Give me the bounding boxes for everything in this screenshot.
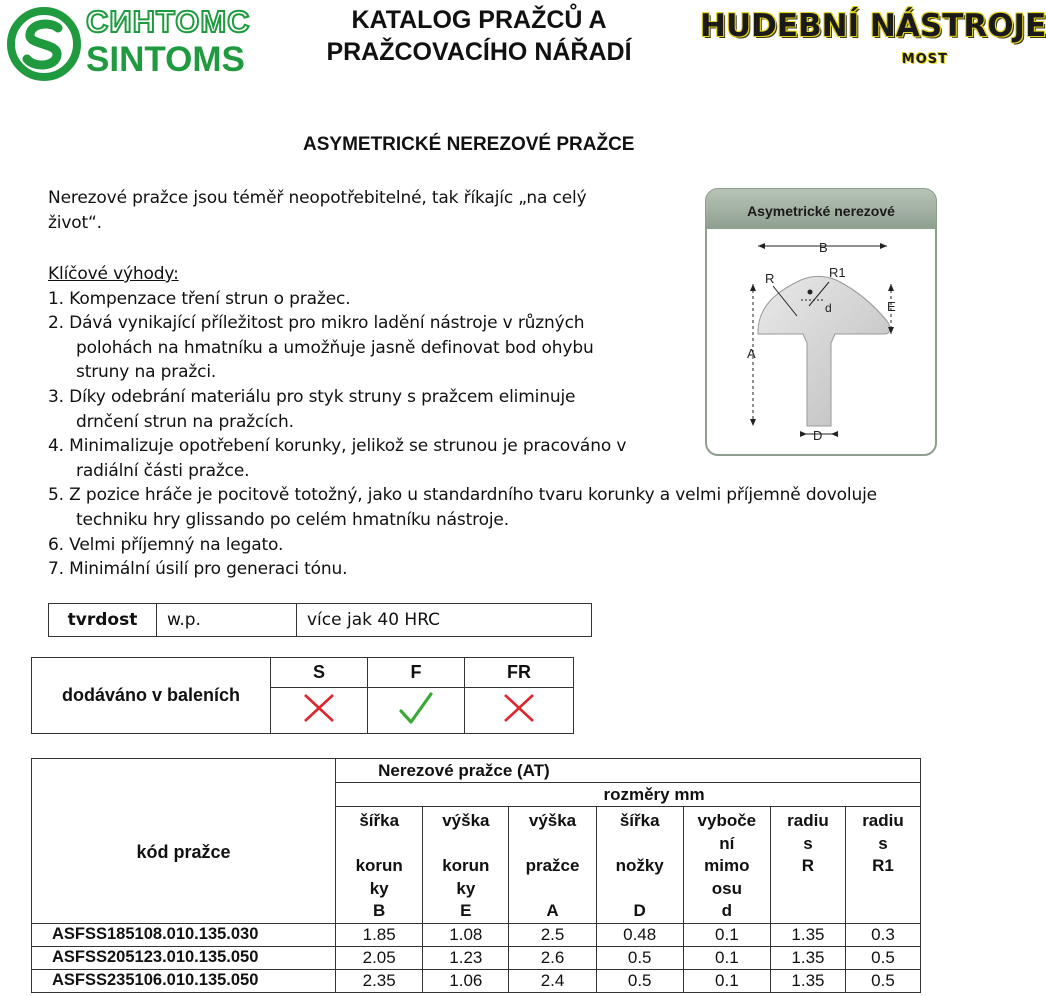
list-item-continuation: radiální části pražce. <box>76 460 250 481</box>
logo-latin-text: SINTOMS <box>86 40 245 79</box>
label-a: A <box>747 346 756 361</box>
list-item-continuation: techniku hry glissando po celém hmatníku nástroje. <box>76 509 509 530</box>
hardness-label: tvrdost <box>49 604 157 637</box>
list-item-continuation: struny na pražci. <box>76 362 217 383</box>
header-text: výška <box>528 811 577 830</box>
header-text: d <box>721 901 733 920</box>
header-text: ní <box>719 833 735 853</box>
table-row <box>32 969 921 992</box>
list-item-continuation: polohách na hmatníku a umožňuje jasně definovat bod ohybu <box>76 337 594 358</box>
cell-value: 0.3 <box>845 923 920 946</box>
header-text: ky <box>456 878 476 898</box>
cell-value: 1.06 <box>423 969 509 992</box>
table-row <box>32 923 921 946</box>
header-text <box>597 878 683 901</box>
intro-paragraph <box>48 186 658 235</box>
brand-city: MOST <box>901 52 948 67</box>
pack-option-s-status <box>271 688 368 734</box>
hardness-unit: w.p. <box>157 604 297 637</box>
cell-value: 2.5 <box>509 923 596 946</box>
col-header-radius-r <box>770 807 845 924</box>
header-text: osu <box>711 878 742 898</box>
header-text: E <box>460 901 472 920</box>
header-text <box>336 833 422 856</box>
pack-option-f-header: F <box>368 658 465 688</box>
packaging-label: dodáváno v baleních <box>32 658 271 734</box>
list-item-continuation: drnčení strun na pražcích. <box>76 411 294 432</box>
brand-name: HUDEBNÍ NÁSTROJE <box>700 8 1046 44</box>
fret-profile-diagram <box>705 188 937 456</box>
table-subtitle: rozměry mm <box>336 783 921 807</box>
header-text: mimo <box>704 856 750 875</box>
list-item: 3. Díky odebrání materiálu pro styk struny s pražcem eliminuje <box>48 386 576 407</box>
header-text: R1 <box>872 856 894 875</box>
header-text: radiu <box>787 811 829 830</box>
header-text: nožky <box>615 856 664 875</box>
label-r: R <box>765 271 775 286</box>
cell-value: 2.35 <box>336 969 423 992</box>
pack-option-fr-header: FR <box>465 658 574 688</box>
cell-value: 2.4 <box>509 969 596 992</box>
label-b: B <box>819 240 828 255</box>
cross-icon <box>502 692 536 724</box>
cell-value: 2.6 <box>509 946 596 969</box>
cell-value: 1.35 <box>770 946 845 969</box>
header-text <box>423 833 508 856</box>
col-header-height-crown <box>423 807 509 924</box>
intro-line: život“. <box>48 212 102 233</box>
col-header-radius-r1 <box>845 807 920 924</box>
label-d-small: d <box>825 301 832 315</box>
cell-value: 0.5 <box>845 946 920 969</box>
header-text: R <box>801 856 815 875</box>
header-text: s <box>878 833 888 853</box>
header-text <box>597 833 683 856</box>
cell-value: 1.08 <box>423 923 509 946</box>
cell-value: 2.05 <box>336 946 423 969</box>
hardness-table <box>48 603 592 637</box>
pack-option-s-header: S <box>271 658 368 688</box>
list-item: 7. Minimální úsilí pro generaci tónu. <box>48 559 348 580</box>
cell-value: 1.23 <box>423 946 509 969</box>
table-title: Nerezové pražce (AT) <box>336 759 921 783</box>
logo-cyrillic-text: СИНТОМС <box>86 4 251 39</box>
header-text: šířka <box>619 811 660 830</box>
cross-icon <box>302 692 336 724</box>
col-header-offset <box>683 807 770 924</box>
list-item: 5. Z pozice hráče je pocitově totožný, jako u standardního tvaru korunky a velmi příjemně dovoluje <box>48 485 877 506</box>
advantages-title: Klíčové výhody: <box>48 264 179 284</box>
catalog-title-line-1: KATALOG PRAŽCŮ A <box>351 6 607 34</box>
list-item: 1. Kompenzace tření strun o pražec. <box>48 288 351 309</box>
col-header-height-fret <box>509 807 596 924</box>
code-header: kód pražce <box>32 783 336 924</box>
fret-dimensions-table <box>31 758 921 993</box>
list-item: 2. Dává vynikající příležitost pro mikro ladění nástroje v různých <box>48 313 585 334</box>
fret-code: ASFSS205123.010.135.050 <box>32 946 336 969</box>
header-text: korun <box>442 856 490 875</box>
header-text <box>509 878 595 901</box>
cell-value: 0.1 <box>683 923 770 946</box>
diagram-title: Asymetrické nerezové <box>747 203 895 219</box>
center-point-icon <box>808 290 813 295</box>
intro-line: Nerezové pražce jsou téměř neopotřebitelné, tak říkajíc „na celý <box>48 188 587 208</box>
header-text: B <box>373 901 386 920</box>
fret-diagram-svg <box>705 188 937 456</box>
header-text: ky <box>369 878 389 898</box>
cell-value: 0.5 <box>596 969 683 992</box>
packaging-table <box>31 657 574 734</box>
header-text <box>846 900 920 923</box>
header-text <box>771 878 845 901</box>
fret-code: ASFSS235106.010.135.050 <box>32 969 336 992</box>
hardness-value: více jak 40 HRC <box>297 604 592 637</box>
header-text: vyboče <box>697 811 757 830</box>
col-header-width-tang <box>596 807 683 924</box>
catalog-title <box>312 4 646 68</box>
cell-value: 0.5 <box>845 969 920 992</box>
header-text: A <box>546 901 559 920</box>
cell-value: 1.35 <box>770 969 845 992</box>
col-header-width-crown <box>336 807 423 924</box>
table-corner-cell <box>32 759 336 783</box>
cell-value: 0.48 <box>596 923 683 946</box>
list-item: 6. Velmi příjemný na legato. <box>48 534 284 555</box>
label-e: E <box>887 299 896 314</box>
pack-option-fr-status <box>465 688 574 734</box>
header-text <box>846 878 920 901</box>
header-text: výška <box>442 811 490 830</box>
label-d: D <box>813 428 823 443</box>
header-text: radiu <box>862 811 904 830</box>
cell-value: 1.85 <box>336 923 423 946</box>
header-text: korun <box>355 856 403 875</box>
brand-logo <box>700 6 1046 76</box>
fret-code: ASFSS185108.010.135.030 <box>32 923 336 946</box>
sintoms-logo-mark <box>6 6 82 82</box>
check-icon <box>398 691 434 725</box>
table-row <box>32 759 921 783</box>
label-r1: R1 <box>829 265 846 280</box>
table-row <box>32 783 921 807</box>
header-text: šířka <box>359 811 400 830</box>
header-text: s <box>803 833 813 853</box>
header-text <box>509 833 595 856</box>
cell-value: 1.35 <box>770 923 845 946</box>
header-text: pražce <box>525 856 580 875</box>
pack-option-f-status <box>368 688 465 734</box>
table-row <box>32 946 921 969</box>
list-item: 4. Minimalizuje opotřebení korunky, jelikož se strunou je pracováno v <box>48 436 627 457</box>
catalog-title-line-2: PRAŽCOVACÍHO NÁŘADÍ <box>326 38 632 66</box>
section-title: ASYMETRICKÉ NEREZOVÉ PRAŽCE <box>303 134 635 155</box>
cell-value: 0.1 <box>683 946 770 969</box>
cell-value: 0.5 <box>596 946 683 969</box>
table-row <box>49 604 592 637</box>
table-row <box>32 658 574 688</box>
header-text: D <box>633 901 646 920</box>
cell-value: 0.1 <box>683 969 770 992</box>
header-text <box>771 900 845 923</box>
logo-s-icon <box>6 6 82 82</box>
